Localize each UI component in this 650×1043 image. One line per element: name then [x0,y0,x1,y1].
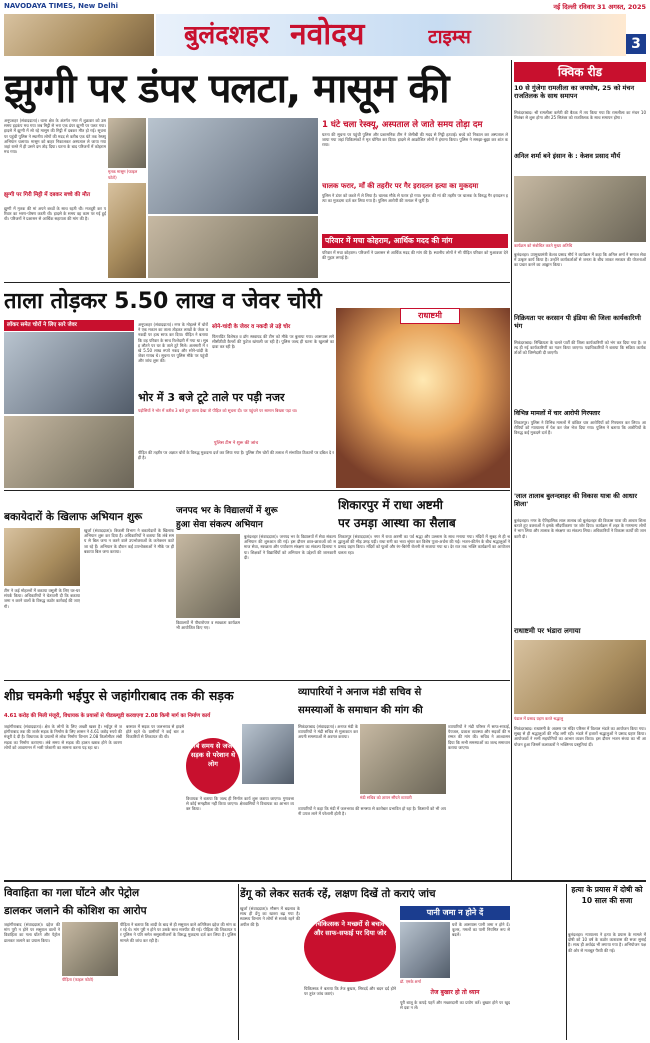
janpad-headline-2: हुआ सेवा संकल्प अभियान [176,520,263,530]
trader-headline-1: व्यापारियों ने अनाज मंडी सचिव से [298,687,422,698]
edition-label: NAVODAYA TIMES, New Delhi [4,2,118,10]
road-mla-photo [242,724,294,784]
quick-item1-title: 10 से गुंजेगा रामलीला का जयघोष, 25 को मंचन राजतिलक के साथ समापन [514,84,635,100]
janpad-text: बुलंदशहर (संवाददाता)। जनपद भर के विद्यालयों में सेवा संकल्प अभियान की शुरुआत की गई। इस दौरान छात्र-छात्राओं को समाज सेवा, स्वच्छता और पर्यावरण संरक्षण का संकल्प दिलाया गया। शिक्षकों ने विद्यार्थियों को अभियान के उद्देश्यों की जानकारी दी। [244,534,336,560]
dengue-text-2: चिकित्सक ने बताया कि तेज बुखार, सिरदर्द और बदन दर्द होने पर तुरंत जांच कराएं। [304,986,396,997]
quick-item5-title: 'लाल तालाब बुलन्दशहर की विकास यात्रा की आधार शिला' [514,492,638,508]
trader-text-3: व्यापारियों ने कहा कि मंडी में जलभराव की समस्या से कारोबार प्रभावित हो रहा है। किसानों को भी अपनी उपज लाने में परेशानी होती है। [298,806,446,817]
wed-text-1: जहांगीराबाद (संवाददाता)। दहेज की मांग पूरी न होने पर ससुराल वालों ने विवाहिता का गला घोंटने और पेट्रोल डालकर जलाने का प्रयास किया। [4,922,60,943]
dengue-text-1: खुर्जा (संवाददाता)। मौसम में बदलाव के साथ ही डेंगू का खतरा बढ़ गया है। स्वास्थ्य विभाग ने लोगों से सतर्क रहने की अपील की है। [240,906,300,927]
masthead-times: टाइम्स [428,26,471,48]
quick-item1-text: सिकंदराबाद। श्री रामलीला कमेटी की बैठक में तय किया गया कि रामलीला का मंचन 10 सितंबर से शुरू होगा और 25 सितंबर को राजतिलक के साथ समापन होगा। [514,110,646,121]
theft-morning-head: भोर में 3 बजे टूटे ताले पर पड़ी नजर [138,391,285,404]
trader-text: सिकंदराबाद (संवाददाता)। अनाज मंडी के व्यापारियों ने मंडी सचिव से मुलाकात कर अपनी समस्याओं से अवगत कराया। [298,724,358,740]
trader-photo [360,724,446,794]
lead-sub-box: चालक फरार, माँ की तहरीर पर गैर इरादतन हत्या का मुकदमा [322,182,479,190]
doctor-label: डॉ. एमके शर्मा [400,979,421,984]
quick-photo-2 [514,640,646,714]
masthead-title: नवोदय [290,17,365,52]
radha-photo [336,308,510,488]
lead-dumper-photo [148,118,318,214]
quick-item3-title: निक्रियता पर करसान पी इंडिया की जिला कार्यकारिणी भंग [514,314,641,330]
lead-family-box: परिवार में मचा कोहराम, आर्थिक मदद की मांग [322,234,508,248]
radha-text: शिकारपुर (संवाददाता)। नगर में राधा अष्टमी का पर्व श्रद्धा और उल्लास के साथ मनाया गया। मंदिरों में सुबह से ही श्रद्धालुओं की भीड़ उमड़ पड़ी। राधा रानी का भव्य श्रृंगार कर विशेष पूजा-अर्चना की गई। भजन-कीर्तन के बीच श्रद्धालुओं ने प्रसाद ग्रहण किया। मंदिरों को फूलों और रंग-बिरंगी रोशनी से सजाया गया था। देर रात तक भक्ति कार्यक्रमों का आयोजन चलता रहा। [338,534,510,555]
lead-side-sub: झुग्गी पर गिरी मिट्टी में दबकर बच्चे की मौत [4,192,90,198]
trader-text-2: व्यापारियों ने मंडी परिसर में साफ-सफाई, पेयजल, प्रकाश व्यवस्था और सड़कों की मरम्मत की मांग की। सचिव ने आश्वासन दिया कि सभी समस्याओं का जल्द समाधान कराया जाएगा। [448,724,510,750]
theft-headline: ताला तोड़कर 5.50 लाख व जेवर चोरी [4,289,322,314]
lead-sub-text: पुलिस ने डंपर को कब्जे में ले लिया है। चालक मौके से फरार हो गया। मृतक की मां की तहरीर पर चालक के विरुद्ध गैर इरादतन हत्या का मुकदमा दर्ज कर लिया गया है। पुलिस आरोपी की तलाश में जुटी है। [322,193,508,204]
doctor-bubble: चिकित्सक ने मच्छरों से बचाव और साफ-सफाई पर दिया जोर [304,912,396,982]
road-text-2: बरसात में सड़क पर जलभराव से हादसे होते रहते थे। ग्रामीणों ने कई बार अधिकारियों से शिकायत की थी। [126,724,184,740]
lead-photo-caption: मृतक मासूम (फाइल फोटो) [108,169,138,180]
road-sub: 4.61 करोड़ की मिली मंजूरी, विधायक के प्रयासों से पीडब्ल्यूडी करवाएगा 2.08 किमी मार्ग का निर्माण कार्य [4,713,211,719]
quick-caption-1: कार्यक्रम को संबोधित करते मुख्य अतिथि [514,243,573,248]
dengue-headline: डेंगू को लेकर सतर्क रहें, लक्षण दिखें तो कराएं जांच [240,888,436,900]
lead-family-text: परिवार में मचा कोहराम। परिजनों ने प्रशासन से आर्थिक मदद की मांग की है। स्थानीय लोगों ने भी पीड़ित परिवार को मुआवजा देने की गुहार लगाई है। [322,250,508,261]
fever-label: तेज बुखार हो तो ध्यान [430,989,480,996]
murder-headline: हत्या के प्रयास में दोषी को 10 साल की सजा [571,885,643,905]
quick-label: क्विक रीड [514,62,646,82]
theft-photo-1 [4,332,134,414]
defaulters-text: खुर्जा (संवाददाता)। बिजली विभाग ने बकायेदारों के खिलाफ अभियान शुरू कर दिया है। अधिकारियों ने बताया कि लंबे समय से बिल जमा न करने वाले उपभोक्ताओं के कनेक्शन काटे जा रहे हैं। अभियान के दौरान कई उपभोक्ताओं ने मौके पर ही बकाया बिल जमा कराया। [84,528,174,554]
quick-item6-title: राधाष्टमी पर भंडारा लगाया [514,627,581,635]
quick-item6-text: सिकंदराबाद। राधाष्टमी के अवसर पर मंदिर परिसर में विशाल भंडारे का आयोजन किया गया। सुबह से ही श्रद्धालुओं की भीड़ लगी रही। भंडारे में हजारों श्रद्धालुओं ने प्रसाद ग्रहण किया। आयोजकों ने सभी सहयोगियों का आभार व्यक्त किया। इस दौरान भजन संध्या का भी आयोजन हुआ जिसमें कलाकारों ने भक्तिमय प्रस्तुतियां दीं। [514,726,646,747]
wed-headline-1: विवाहिता का गला घोंटने और पेट्रोल [4,887,140,899]
lead-headline: झुग्गी पर डंपर पलटा, मासूम की [4,66,449,112]
wed-caption: पीड़िता (फाइल फोटो) [62,977,94,982]
wed-text-2: पीड़िता ने बताया कि शादी के बाद से ही ससुराल वाले अतिरिक्त दहेज की मांग कर रहे थे। मांग पूरी न होने पर उसके साथ मारपीट की गई। पीड़िता की शिकायत पर पुलिस ने पति समेत ससुरालीजनों के विरुद्ध मुकदमा दर्ज कर लिया है। पुलिस मामले की जांच कर रही है। [120,922,236,943]
defaulters-photo [4,528,80,586]
lead-child-photo [108,118,146,168]
quick-caption-2: पंडाल में प्रसाद ग्रहण करते श्रद्धालु [514,716,564,721]
water-box: पानी जमा न होने दें [400,906,510,920]
lead-right-text: घटना की सूचना पर पहुंची पुलिस और प्रशासनिक टीम ने जेसीबी की मदद से मिट्टी हटवाई। बच्चे को निकाल कर अस्पताल ले जाया गया जहां चिकित्सकों ने मृत घोषित कर दिया। हादसे से आक्रोशित लोगों ने हंगामा किया। पुलिस ने समझा-बुझा कर शांत कराया। [322,132,508,148]
murder-text: बुलंदशहर। न्यायालय ने हत्या के प्रयास के मामले में दोषी को 10 वर्ष के कठोर कारावास की सजा सुनाई है। साथ ही अर्थदंड भी लगाया गया है। अभियोजन पक्ष की ओर से मजबूत पैरवी की गई। [568,932,646,953]
lead-col1b-text: झुग्गी में मृतक की मां अपने बच्चों के साथ रहती थी। मजदूरी कर परिवार का भरण-पोषण करती थी। हादसे के समय वह काम पर गई हुई थी। परिजनों ने प्रशासन से आर्थिक सहायता की मांग की है। [4,206,106,222]
quick-photo-1 [514,176,646,242]
defaulters-headline: बकायेदारों के खिलाफ अभियान शुरू [4,511,143,523]
janpad-headline-1: जनपद भर के विद्यालयों में शुरू [176,506,278,516]
radha-headline-2: पर उमड़ा आस्था का सैलाब [338,516,456,530]
water-text: घरों के आसपास पानी जमा न होने दें। कूलर, गमलों का पानी नियमित रूप से बदलें। [452,922,510,938]
theft-morning-text: पड़ोसियों ने भोर में करीब 3 बजे टूटा ताला देखा तो पीड़ित को सूचना दी। घर पहुंचने पर सामान बिखरा पड़ा था। [138,408,298,413]
wed-photo [62,922,118,976]
fever-text: पूरी बाजू के कपड़े पहनें और मच्छरदानी का प्रयोग करें। बुखार होने पर खुद से दवा न लें। [400,1000,510,1011]
lead-crowd-photo [148,216,318,278]
quick-item2-text: बुलंदशहर। उपमुख्यमंत्री केशव प्रसाद मौर्य ने कार्यक्रम में कहा कि अनिल शर्मा ने समाज सेवा में उत्कृष्ट कार्य किया है। उन्होंने कार्यकर्ताओं से जनता के बीच जाकर सरकार की योजनाओं का प्रचार करने का आह्वान किया। [514,252,646,268]
quick-item4-title: विभिन्न मामलों में चार आरोपी गिरफ्तार [514,410,601,417]
lead-col1-text: अनूपशहर (संवाददाता)। थाना क्षेत्र के अंतर्गत नगर में शुक्रवार को उस समय हड़कंप मच गया जब मिट्टी से भरा एक डंपर झुग्गी पर पलट गया। हादसे में झुग्गी में सो रहे मासूम की मिट्टी में दबकर मौत हो गई। सूचना पर पहुंची पुलिस ने स्थानीय लोगों की मदद से करीब एक घंटे तक रेस्क्यू अभियान चलाया। मासूम को बाहर निकालकर अस्पताल ले जाया गया जहां रास्ते में ही उसने दम तोड़ दिया। घटना के बाद परिजनों में कोहराम मच गया। [4,118,106,155]
radha-headline-1: शिकारपुर में राधा अष्टमी [338,498,443,512]
quick-item3-text: सिकंदराबाद। निष्क्रियता के चलते पार्टी की जिला कार्यकारिणी को भंग कर दिया गया है। जल्द ही नई कार्यकारिणी का गठन किया जाएगा। पदाधिकारियों ने बताया कि सक्रिय कार्यकर्ताओं को जिम्मेदारी दी जाएगी। [514,340,646,356]
wed-headline-2: डालकर जलाने की कोशिश का आरोप [4,905,147,917]
trader-headline-2: समस्याओं के समाधान की मांग की [298,705,423,716]
road-text: जहांगीराबाद (संवाददाता)। क्षेत्र के लोगों के लिए अच्छी खबर है। भईपुर से जहांगीराबाद तक की जर्जर सड़क के निर्माण के लिए शासन ने 4.61 करोड़ रुपये की मंजूरी दे दी है। विधायक के प्रयासों से लोक निर्माण विभाग 2.08 किलोमीटर लंबी सड़क का निर्माण कराएगा। लंबे समय से सड़क की हालत खराब होने के कारण लोगों को आवागमन में भारी परेशानी का सामना करना पड़ रहा था। [4,724,122,750]
road-text-3: विधायक ने बताया कि जल्द ही निर्माण कार्य शुरू कराया जाएगा। गुणवत्ता से कोई समझौता नहीं किया जाएगा। क्षेत्रवासियों ने विधायक का आभार व्यक्त किया। [186,796,294,812]
theft-col2-text: फिंगरप्रिंट विशेषज्ञ व डॉग स्क्वायड की टीम को मौके पर बुलाया गया। आसपास लगे सीसीटीवी कैमरों की फुटेज खंगाली जा रही है। पुलिस जल्द ही घटना के खुलासे का दावा कर रही है। [212,334,334,350]
defaulters-text-2: टीम ने कई मोहल्लों में बकाया वसूली के लिए घर-घर संपर्क किया। अधिकारियों ने चेतावनी दी कि बकाया जमा न करने वालों के विरुद्ध कठोर कार्रवाई की जाएगी। [4,588,80,609]
road-bubble: लंबे समय से जर्जर सड़क से परेशान थे लोग [186,738,240,794]
masthead [0,0,650,58]
janpad-text-2: विद्यालयों में पौधारोपण व स्वच्छता कार्यक्रम भी आयोजित किए गए। [176,620,240,631]
masthead-date: नई दिल्ली रविवार 31 अगस्त, 2025 [553,3,646,11]
masthead-city: बुलंदशहर [184,20,270,49]
quick-item2-title: अनिल शर्मा बने इंसान के : केशव प्रसाद मौर्य [514,152,621,160]
masthead-city-photo [4,14,154,56]
theft-col-text: अनूपशहर (संवाददाता)। नगर के मोहल्ले में चोरों ने एक मकान का ताला तोड़कर लाखों के जेवर व नकदी पर हाथ साफ कर दिया। पीड़ित ने बताया कि वह परिवार के साथ रिश्तेदारी में गया था। सुबह लौटने पर घर के ताले टूटे मिले। अलमारी में रखे 5.50 लाख रुपये नकद और सोने-चांदी के जेवर गायब थे। सूचना पर पुलिस मौके पर पहुंची और जांच शुरू की। [138,322,208,364]
krishna-tag: राधाष्टमी [400,308,460,324]
lead-red-kicker: 1 घंटे चला रेस्क्यू, अस्पताल ले जाते समय तोड़ा दम [322,120,483,130]
lead-rescue-photo [108,183,146,278]
theft-photo-2 [4,416,134,488]
road-headline: शीघ्र चमकेगी भईपुर से जहांगीराबाद तक की सड़क [4,688,234,703]
trader-caption: मंडी सचिव को ज्ञापन सौंपते व्यापारी [360,795,412,800]
theft-bottom-text: पीड़ित की तहरीर पर अज्ञात चोरों के विरुद्ध मुकदमा दर्ज कर लिया गया है। पुलिस टीम चोरों की तलाश में संभावित ठिकानों पर दबिश दे रही है। [138,450,334,461]
doctor-photo [400,922,450,978]
page-number: 3 [626,34,646,54]
quick-item5-text: बुलंदशहर। नगर के ऐतिहासिक लाल तालाब को बुलंदशहर की विकास यात्रा की आधार शिला बताते हुए वक्ताओं ने इसके सौंदर्यीकरण पर जोर दिया। कार्यक्रम में शहर के गणमान्य लोगों ने भाग लिया और तालाब के संरक्षण का संकल्प लिया। अधिकारियों ने विकास कार्यों की जानकारी दी। [514,518,646,539]
janpad-photo [176,534,240,618]
theft-red-sub: सोने-चांदी के जेवर व नकदी ले उड़े चोर [212,324,291,330]
theft-caption: पुलिस टीम ने शुरू की जांच [213,441,259,446]
quick-item4-text: शिकारपुर। पुलिस ने विभिन्न मामलों में वांछित चार आरोपियों को गिरफ्तार कर लिया। आरोपियों को न्यायालय में पेश कर जेल भेज दिया गया। पुलिस ने बताया कि आरोपियों के विरुद्ध कई मुकदमे दर्ज हैं। [514,420,646,436]
theft-box-label: लॉकर समेत चोरों ने लिए सारे जेवर [4,320,134,331]
